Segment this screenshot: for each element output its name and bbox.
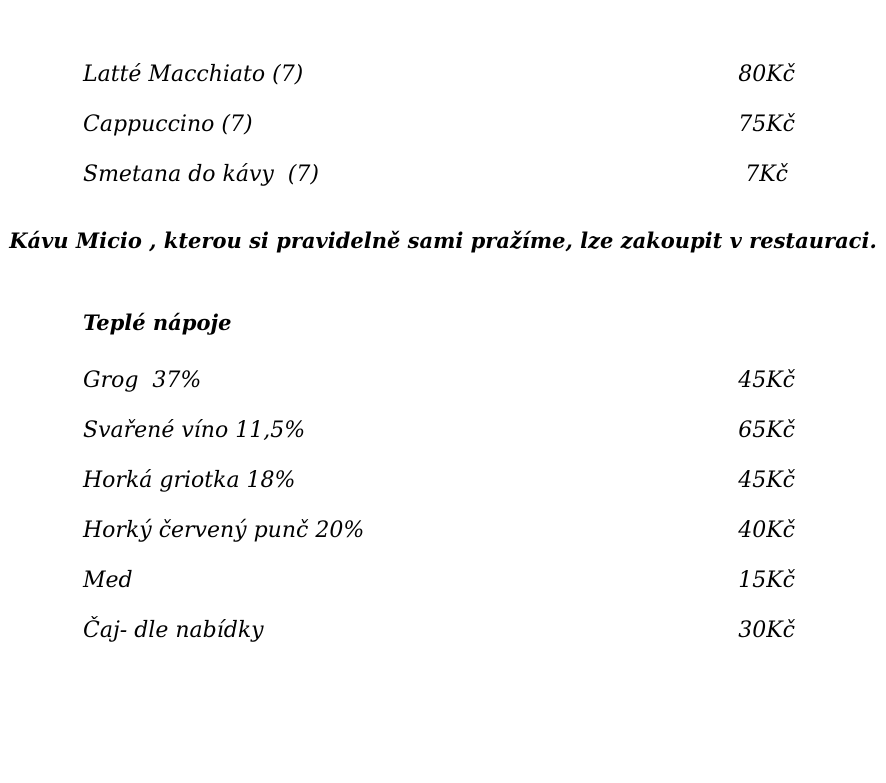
menu-row <box>83 412 795 448</box>
item-name: Cappuccino (7) <box>83 111 253 137</box>
item-price: 30Kč <box>738 617 795 643</box>
menu-row <box>83 362 795 398</box>
item-name: Čaj- dle nabídky <box>83 617 264 643</box>
item-price: 40Kč <box>738 517 795 543</box>
item-name: Horká griotka 18% <box>83 467 296 493</box>
item-name: Grog 37% <box>83 367 202 393</box>
item-name: Latté Macchiato (7) <box>83 61 304 87</box>
menu-row <box>83 56 795 92</box>
item-price: 15Kč <box>738 567 795 593</box>
menu-row <box>83 106 795 142</box>
section-heading-hot-drinks: Teplé nápoje <box>83 310 232 335</box>
coffee-note: Kávu Micio , kterou si pravidelně sami pražíme, lze zakoupit v restauraci. <box>9 228 877 253</box>
item-name: Horký červený punč 20% <box>83 517 365 543</box>
menu-row <box>83 462 795 498</box>
item-price: 45Kč <box>738 467 795 493</box>
item-price: 65Kč <box>738 417 795 443</box>
item-name: Svařené víno 11,5% <box>83 417 306 443</box>
item-price: 45Kč <box>738 367 795 393</box>
item-price: 7Kč <box>745 161 795 187</box>
item-name: Smetana do kávy (7) <box>83 161 319 187</box>
menu-row <box>83 156 795 192</box>
menu-row <box>83 612 795 648</box>
item-price: 75Kč <box>738 111 795 137</box>
menu-row <box>83 562 795 598</box>
item-price: 80Kč <box>738 61 795 87</box>
menu-row <box>83 512 795 548</box>
item-name: Med <box>83 567 133 593</box>
